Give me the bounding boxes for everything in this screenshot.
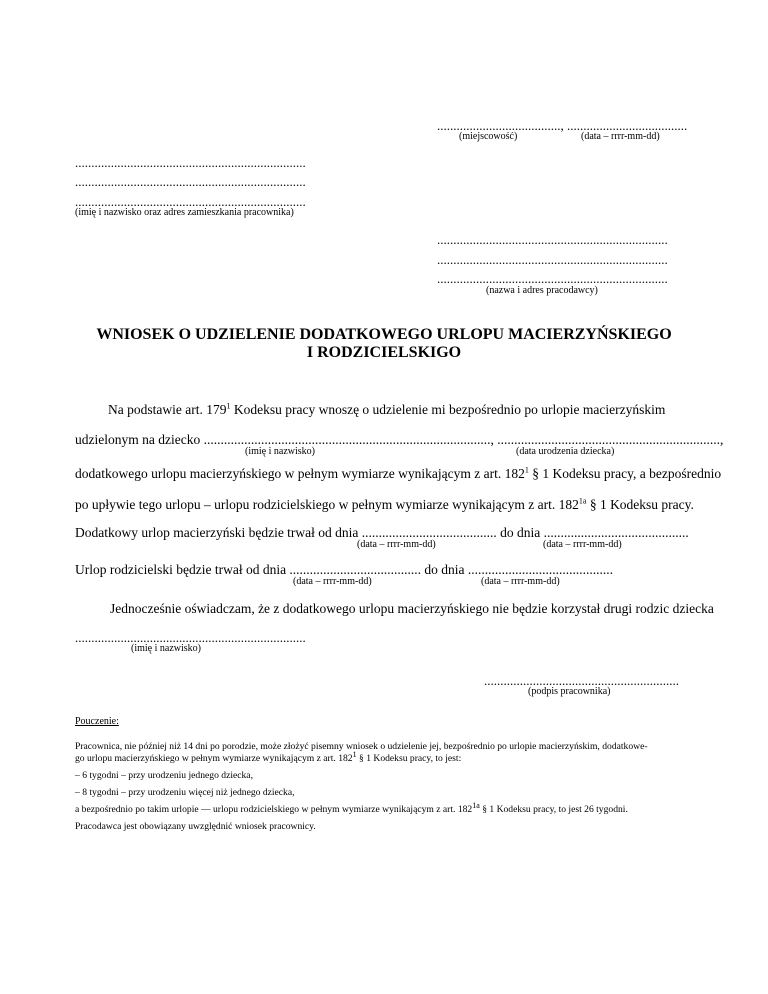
notice-l2-text-b: § 1 Kodeksu pracy, to jest:	[356, 753, 462, 764]
p1-sup: 1	[226, 401, 231, 411]
employee-line-1: .......................................................................	[75, 155, 306, 170]
date-label: (data – rrrr-mm-dd)	[581, 131, 660, 142]
maternity-from-label: (data – rrrr-mm-dd)	[357, 539, 436, 550]
p3-sup: 1	[524, 465, 529, 475]
p1-text-b: Kodeksu pracy wnoszę o udzielenie mi bezpośrednio po urlopie macierzyńskim	[230, 402, 666, 417]
employee-line-3: .......................................................................	[75, 194, 306, 209]
form-title-line-1: WNIOSEK O UDZIELENIE DODATKOWEGO URLOPU MACIERZYŃSKIEGO	[96, 326, 672, 343]
notice-line-1: Pracownica, nie później niż 14 dni po porodzie, może złożyć pisemny wniosek o udzielenie jej, bezpośrednio po urlopie macierzyńskim, dodatkowe-	[75, 741, 648, 752]
child-birthdate-label: (data urodzenia dziecka)	[516, 446, 615, 457]
form-title-line-2: I RODZICIELSKIGO	[306, 344, 462, 361]
notice-heading: Pouczenie:	[75, 716, 119, 727]
maternity-to-label: (data – rrrr-mm-dd)	[543, 539, 622, 550]
notice-line-6: Pracodawca jest obowiązany uwzględnić wniosek pracownicy.	[75, 821, 316, 832]
other-parent-name-label: (imię i nazwisko)	[131, 643, 201, 654]
employer-label: (nazwa i adres pracodawcy)	[486, 285, 598, 296]
employee-line-2: .......................................................................	[75, 174, 306, 189]
p3-text-b: § 1 Kodeksu pracy, a bezpośrednio	[528, 466, 722, 481]
p3-text-a: dodatkowego urlopu macierzyńskiego w pełnym wymiarze wynikającym z art. 182	[75, 466, 525, 481]
notice-line-2	[75, 749, 462, 764]
place-date-comma: ,	[560, 118, 564, 133]
signature-dots: ............................................................	[484, 673, 679, 688]
signature-label: (podpis pracownika)	[528, 686, 611, 697]
notice-line-3: – 6 tygodni – przy urodzeniu jednego dziecka,	[75, 770, 253, 781]
child-name-label: (imię i nazwisko)	[245, 446, 315, 457]
p4-sup: 1a	[578, 496, 587, 506]
p1-text-a: Na podstawie art. 179	[108, 402, 227, 417]
p4-text-a: po upływie tego urlopu – urlopu rodzicielskiego w pełnym wymiarze wynikającym z art. 182	[75, 497, 579, 512]
date-dots: .....................................	[567, 118, 688, 133]
parental-leave-dates-line: Urlop rodzicielski będzie trwał od dnia ....................................... do dnia ...........................................	[75, 562, 614, 577]
parental-from-label: (data – rrrr-mm-dd)	[293, 576, 372, 587]
place-dots: ......................................	[437, 118, 561, 133]
paragraph-1	[108, 402, 665, 418]
notice-line-4: – 8 tygodni – przy urodzeniu więcej niż jednego dziecka,	[75, 787, 295, 798]
paragraph-4	[75, 497, 694, 513]
paragraph-3	[75, 466, 721, 482]
child-line: udzielonym na dziecko ....................................................................................., ..................................................................,	[75, 432, 724, 447]
notice-l5-sup: 1a	[472, 800, 480, 810]
place-label: (miejscowość)	[459, 131, 518, 142]
notice-l5-text-a: a bezpośrednio po takim urlopie — urlopu rodzicielskiego w pełnym wymiarze wynikającym z art. 182	[75, 804, 473, 815]
p4-text-b: § 1 Kodeksu pracy.	[586, 497, 694, 512]
maternity-leave-dates-line: Dodatkowy urlop macierzyński będzie trwał od dnia ........................................ do dnia ...........................................	[75, 525, 689, 540]
employer-line-2: .......................................................................	[437, 252, 668, 267]
notice-l2-text-a: go urlopu macierzyńskiego w pełnym wymiarze wynikającym z art. 182	[75, 753, 353, 764]
notice-line-5	[75, 800, 628, 815]
employer-line-1: .......................................................................	[437, 232, 668, 247]
notice-l2-sup: 1	[352, 749, 357, 759]
other-parent-name-dots: .......................................................................	[75, 630, 306, 645]
parental-to-label: (data – rrrr-mm-dd)	[481, 576, 560, 587]
notice-l5-text-b: § 1 Kodeksu pracy, to jest 26 tygodni.	[479, 804, 628, 815]
employer-line-3: .......................................................................	[437, 271, 668, 286]
declaration-text: Jednocześnie oświadczam, że z dodatkowego urlopu macierzyńskiego nie będzie korzystał drugi rodzic dziecka	[110, 601, 714, 616]
employee-label: (imię i nazwisko oraz adres zamieszkania pracownika)	[75, 207, 294, 218]
